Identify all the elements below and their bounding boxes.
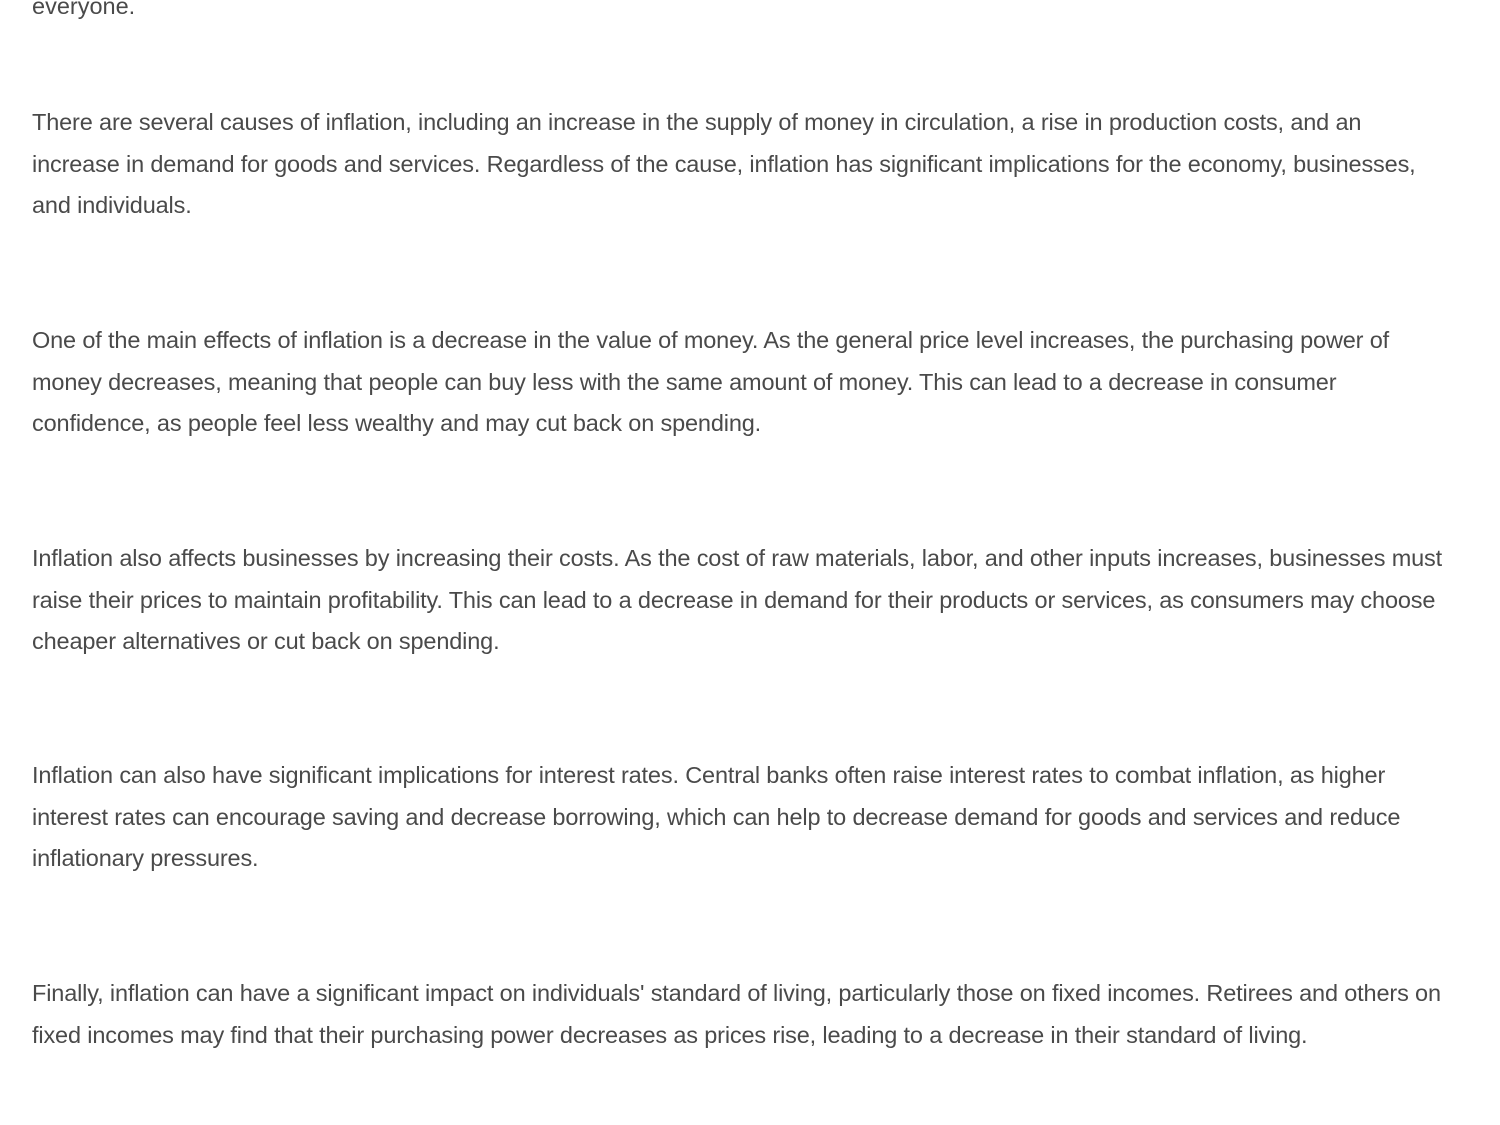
paragraph-standard-of-living: Finally, inflation can have a significant impact on individuals' standard of living, particularly those on fixed incomes. Retirees and others on fixed incomes may find that their purchasing power decreases as prices rise, leading to a decrease in their standard of living. [32,980,1441,1048]
paragraph-business-costs: Inflation also affects businesses by increasing their costs. As the cost of raw materials, labor, and other inputs increases, businesses must raise their prices to maintain profitability. This can lead to a decrease in demand for their products or services, as consumers may choose cheaper alternatives or cut back on spending. [32,545,1443,654]
paragraph-value-of-money: One of the main effects of inflation is a decrease in the value of money. As the general price level increases, the purchasing power of money decreases, meaning that people can buy less with the same amount of money. This can lead to a decrease in consumer confidence, as people feel less wealthy and may cut back on spending. [32,327,1390,436]
paragraph-causes-of-inflation: There are several causes of inflation, including an increase in the supply of money in circulation, a rise in production costs, and an increase in demand for goods and services. Regardless of the cause, inflation has significant implications for the economy, businesses, and individuals. [32,109,1416,218]
paragraph-interest-rates: Inflation can also have significant implications for interest rates. Central banks often raise interest rates to combat inflation, as higher interest rates can encourage saving and decrease borrowing, which can help to decrease demand for goods and services and reduce inflationary pressures. [32,762,1401,871]
clipped-previous-line: everyone. [32,0,136,19]
